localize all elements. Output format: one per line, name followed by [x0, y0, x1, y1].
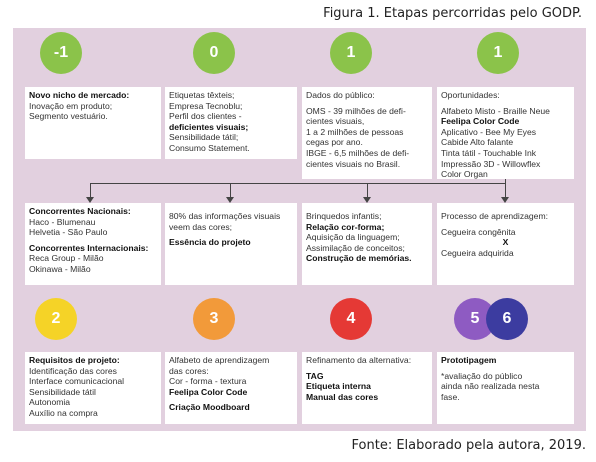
box-text-line: Identificação das cores — [29, 365, 117, 376]
box-text-line: ainda não realizada nesta — [441, 381, 540, 392]
box-text-line: Manual das cores — [306, 391, 379, 402]
connector-line — [367, 183, 368, 198]
box-text-line: Requisitos de projeto: — [29, 355, 120, 365]
box-text-line: Cabide Alto falante — [441, 137, 514, 148]
step-circle: 1 — [330, 32, 372, 74]
box-text-line: Construção de memórias. — [306, 253, 412, 264]
box-text-line: veem das cores; — [169, 221, 233, 232]
box-text-line: Aquisição da linguagem; — [306, 232, 400, 243]
step-box — [437, 352, 574, 424]
step-box — [437, 87, 574, 179]
box-text-line: Auxílio na compra — [29, 407, 98, 418]
box-text-line: Segmento vestuário. — [29, 111, 108, 122]
step-box — [25, 352, 161, 424]
figure-caption: Figura 1. Etapas percorridas pelo GODP. — [323, 6, 582, 21]
source-caption: Fonte: Elaborado pela autora, 2019. — [351, 438, 586, 453]
step-circle: -1 — [40, 32, 82, 74]
detail-box — [437, 203, 574, 285]
detail-box — [165, 203, 297, 285]
box-text-line: Etiquetas têxteis; — [169, 90, 235, 100]
box-text-line: Oportunidades: — [441, 90, 500, 100]
connector-line — [230, 183, 231, 198]
box-text-line: Tinta tátil - Touchable Ink — [441, 147, 537, 158]
step-circle: 3 — [193, 298, 235, 340]
box-text-line: Empresa Tecnoblu; — [169, 100, 243, 111]
box-text-line: 80% das informações visuais — [169, 211, 281, 221]
box-text-line: Alfabeto Misto - Braille Neue — [441, 105, 550, 116]
step-circle: 4 — [330, 298, 372, 340]
box-text-line: IBGE - 6,5 milhões de defi- — [306, 147, 410, 158]
box-text-line: Cor - forma - textura — [169, 376, 247, 387]
detail-box — [25, 203, 161, 285]
step-circle: 2 — [35, 298, 77, 340]
box-text-line: Novo nicho de mercado: — [29, 90, 130, 100]
step-box — [302, 352, 432, 424]
box-text-line: 1 a 2 milhões de pessoas — [306, 126, 404, 137]
box-text-line: Brinquedos infantis; — [306, 211, 382, 221]
box-text-line: Inovação em produto; — [29, 100, 113, 111]
box-text-line: Cegueira adquirida — [441, 247, 514, 258]
detail-box — [302, 203, 432, 285]
step-box — [165, 352, 297, 424]
box-text-line: Reca Group - Milão — [29, 253, 104, 264]
box-text-line: cegas por ano. — [306, 137, 363, 148]
box-text-line: fase. — [441, 391, 460, 402]
box-text-line: Processo de aprendizagem: — [441, 211, 549, 221]
box-text-line: cientes visuais no Brasil. — [306, 158, 401, 169]
box-text-line: Cegueira congênita — [441, 226, 516, 237]
box-text-line: Okinawa - Milão — [29, 263, 91, 274]
box-text-line: Dados do público: — [306, 90, 375, 100]
box-text-line: deficientes visuais; — [169, 121, 249, 132]
box-text-line: Criação Moodboard — [169, 402, 250, 413]
connector-line — [90, 183, 91, 198]
box-text-line: Impressão 3D - Willowflex — [441, 158, 541, 169]
box-text-line: OMS - 39 milhões de defi- — [306, 105, 406, 116]
box-text-line: Sensibilidade tátil — [29, 386, 96, 397]
box-text-line: das cores: — [169, 365, 209, 376]
box-text-line: Refinamento da alternativa: — [306, 355, 412, 365]
box-text-line: Concorrentes Nacionais: — [29, 206, 131, 216]
box-text-line: X — [502, 237, 509, 248]
box-text-line: Consumo Statement. — [169, 142, 250, 153]
box-text-line: *avaliação do público — [441, 370, 523, 381]
box-text-line: Relação cor-forma; — [306, 221, 385, 232]
box-text-line: Haco - Blumenau — [29, 216, 96, 227]
step-circle: 5 — [454, 298, 496, 340]
box-text-line: Assimilação de conceitos; — [306, 242, 405, 253]
step-box — [165, 87, 297, 159]
box-text-line: Essência do projeto — [169, 237, 251, 248]
box-text-line: Interface comunicacional — [29, 376, 125, 387]
box-text-line: Sensibilidade tátil; — [169, 132, 239, 143]
step-box — [25, 87, 161, 159]
connector-line — [505, 183, 506, 198]
box-text-line: Helvetia - São Paulo — [29, 227, 108, 238]
step-circle: 6 — [486, 298, 528, 340]
step-box — [302, 87, 432, 179]
box-text-line: Color Organ — [441, 169, 488, 179]
box-text-line: Autonomia — [29, 397, 71, 408]
box-text-line: TAG — [306, 370, 324, 381]
box-text-line: Feelipa Color Code — [169, 386, 248, 397]
box-text-line: Perfil dos clientes - — [169, 111, 242, 122]
box-text-line: cientes visuais, — [306, 116, 365, 127]
box-text-line: Etiqueta interna — [306, 381, 371, 392]
connector-line — [90, 183, 506, 184]
step-circle: 0 — [193, 32, 235, 74]
box-text-line: Concorrentes Internacionais: — [29, 242, 149, 253]
box-text-line: Prototipagem — [441, 355, 497, 365]
box-text-line: Aplicativo - Bee My Eyes — [441, 126, 537, 137]
step-circle: 1 — [477, 32, 519, 74]
box-text-line: Feelipa Color Code — [441, 116, 520, 127]
box-text-line: Alfabeto de aprendizagem — [169, 355, 270, 365]
